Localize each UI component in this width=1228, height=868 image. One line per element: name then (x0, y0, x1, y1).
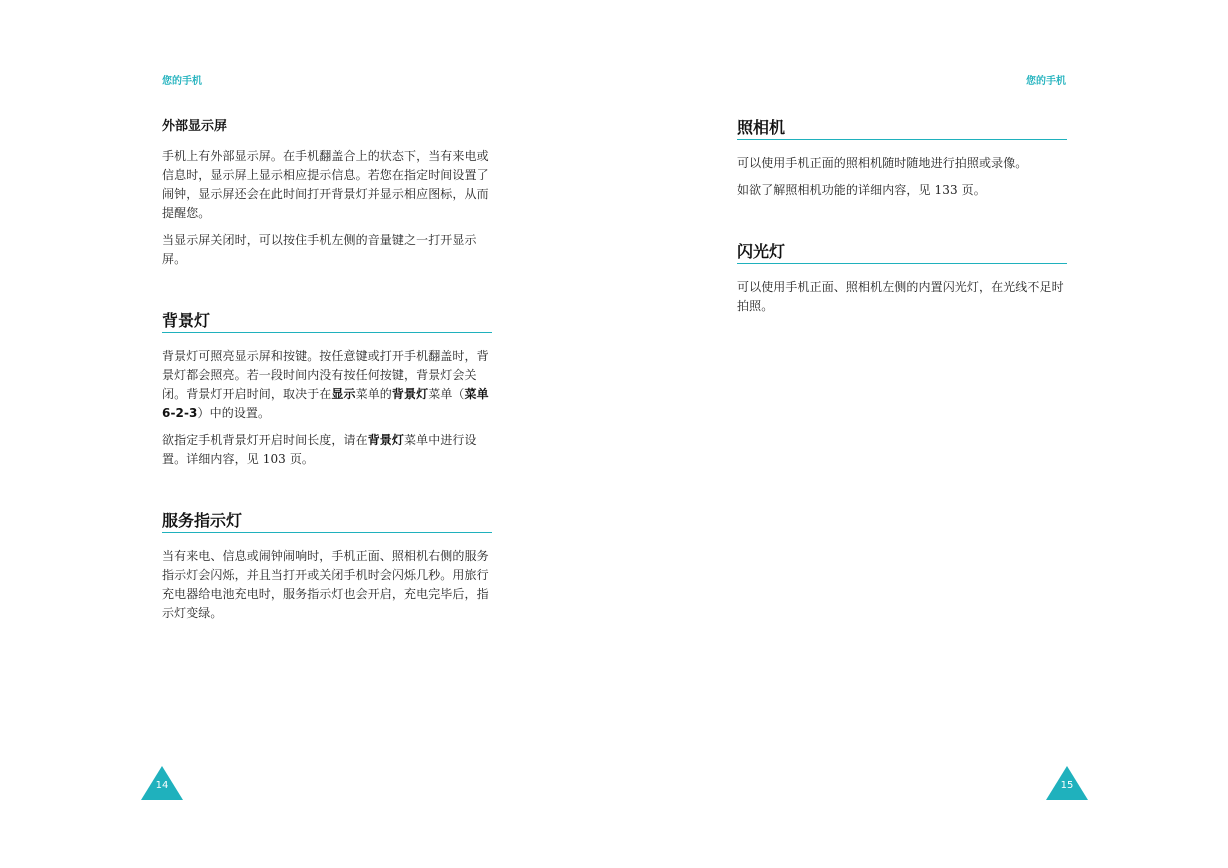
text-run: 菜单的 (355, 387, 392, 401)
external-display-paragraph-1: 手机上有外部显示屏。在手机翻盖合上的状态下，当有来电或信息时，显示屏上显示相应提示信息。若您在指定时间设置了闹钟，显示屏还会在此时间打开背景灯并显示相应图标，从而提醒您。 (162, 149, 489, 220)
camera-section (737, 118, 1067, 200)
camera-paragraph-1: 可以使用手机正面的照相机随时随地进行拍照或录像。 (737, 156, 1028, 170)
backlight-paragraph-1 (162, 347, 492, 423)
service-light-paragraph: 当有来电、信息或闹钟闹响时，手机正面、照相机右侧的服务指示灯会闪烁，并且当打开或关闭手机时会闪烁几秒。用旅行充电器给电池充电时，服务指示灯也会开启，充电完毕后，指示灯变绿。 (162, 549, 489, 620)
backlight-section (162, 311, 492, 469)
text-run: 菜单（ (428, 387, 465, 401)
right-page (614, 0, 1228, 868)
external-display-section (162, 118, 492, 269)
backlight-menu-ref: 背景灯 (391, 387, 429, 401)
backlight-paragraph-2 (162, 431, 492, 469)
text-run: 欲指定手机背景灯开启时间长度，请在 (162, 433, 368, 447)
menu-number-ref: 菜单 6-2-3 (162, 387, 489, 420)
page-number: 14 (155, 780, 169, 791)
flash-title: 闪光灯 (737, 242, 1067, 264)
flash-paragraph: 可以使用手机正面、照相机左侧的内置闪光灯，在光线不足时拍照。 (737, 280, 1064, 313)
camera-paragraph-2: 如欲了解照相机功能的详细内容，见 133 页。 (737, 183, 986, 197)
service-light-section (162, 511, 492, 623)
left-page-content (162, 118, 492, 665)
text-run: 背景灯可照亮显示屏和按键。按任意键或打开手机翻盖时，背景灯都会照亮。若一段时间内没有按任何按键，背景灯会关闭。背景灯开启时间，取决于在 (162, 349, 489, 401)
display-menu-ref: 显示 (331, 387, 356, 401)
running-head: 您的手机 (1026, 76, 1066, 87)
page-number-marker (141, 766, 183, 800)
backlight-title: 背景灯 (162, 311, 492, 333)
page-number: 15 (1060, 780, 1074, 791)
external-display-heading: 外部显示屏 (162, 119, 228, 134)
right-page-content (737, 118, 1067, 358)
backlight-menu-ref: 背景灯 (367, 433, 405, 447)
page-number-marker (1046, 766, 1088, 800)
external-display-paragraph-2: 当显示屏关闭时，可以按住手机左侧的音量键之一打开显示屏。 (162, 233, 477, 266)
text-run: ）中的设置。 (197, 406, 271, 420)
camera-title: 照相机 (737, 118, 1067, 140)
running-head: 您的手机 (162, 76, 202, 87)
service-light-title: 服务指示灯 (162, 511, 492, 533)
text-run: 菜单中进行设置。详细内容，见 103 页。 (162, 433, 477, 466)
flash-section (737, 242, 1067, 316)
